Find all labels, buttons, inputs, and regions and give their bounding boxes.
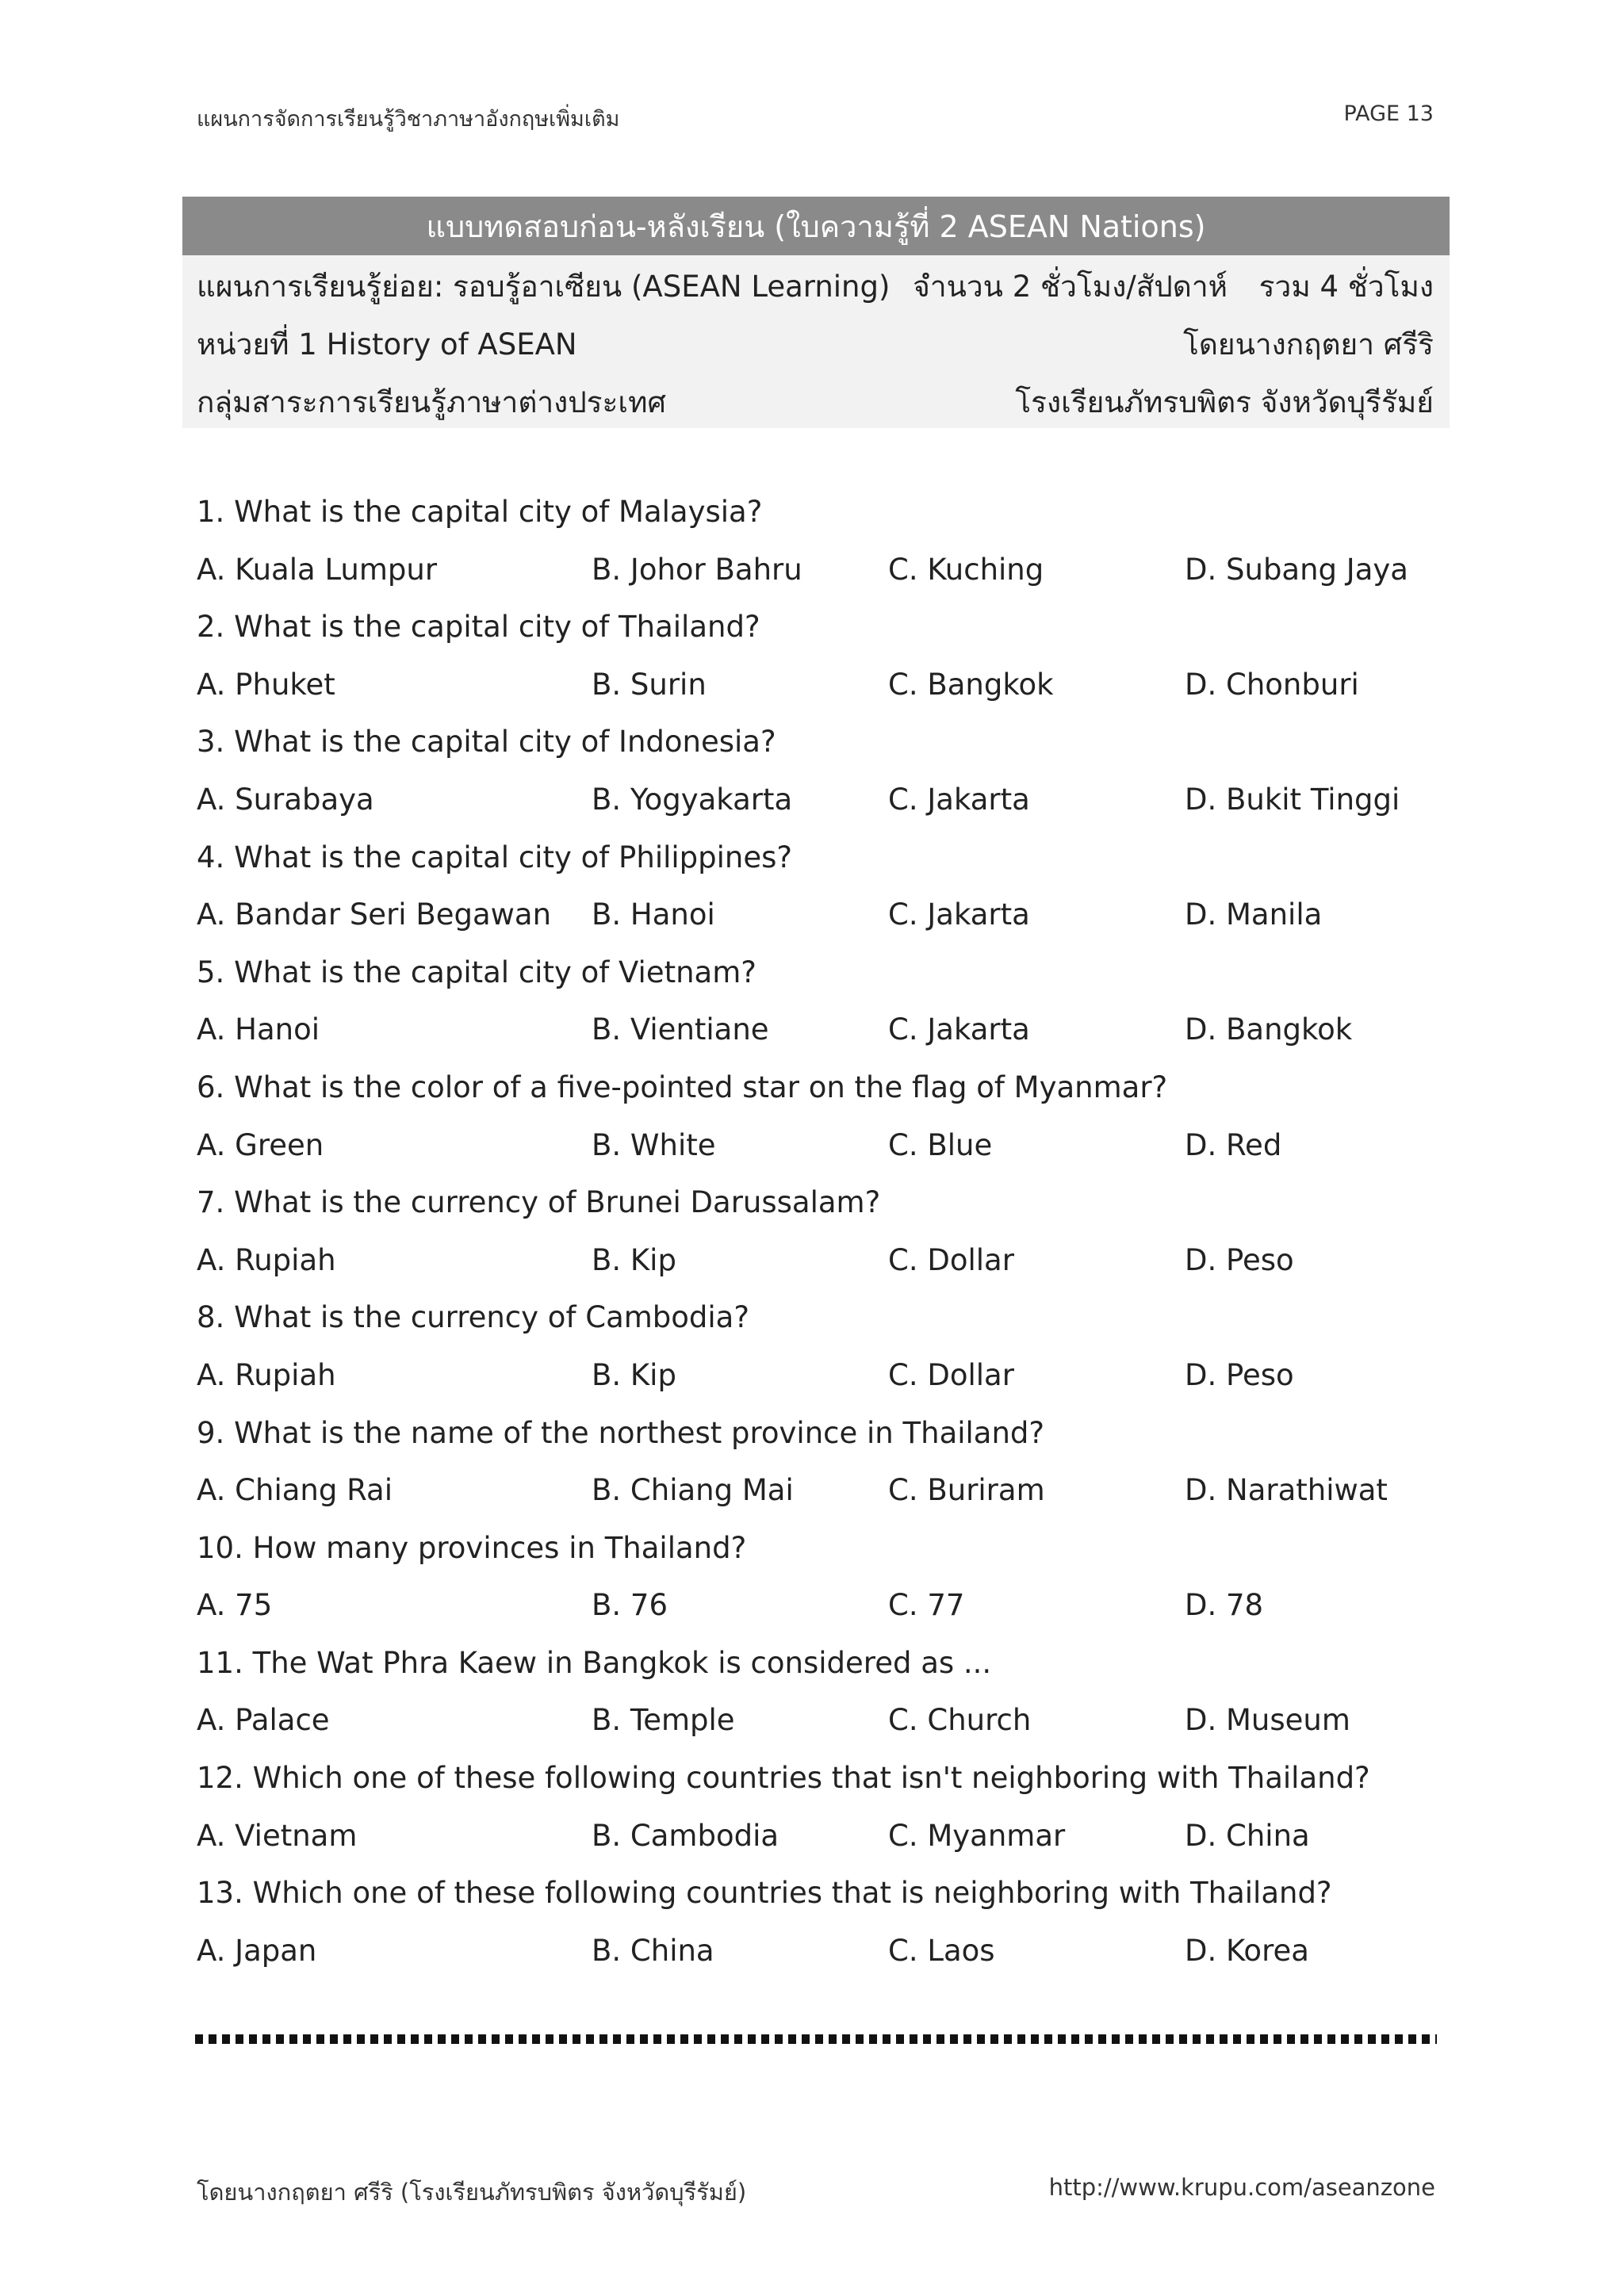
answer-option: D. Peso <box>1185 1357 1294 1392</box>
answer-option: A. Rupiah <box>197 1357 336 1392</box>
question-text: 12. Which one of these following countries that isn't neighboring with Thailand? <box>197 1761 1370 1796</box>
answer-option: A. Japan <box>197 1933 317 1968</box>
answer-option: A. Chiang Rai <box>197 1473 393 1508</box>
lesson-info-box <box>182 255 1450 428</box>
test-title-bar <box>182 197 1450 255</box>
answer-option: C. Blue <box>888 1127 993 1162</box>
answer-options-row <box>197 776 1434 834</box>
answer-option: D. Red <box>1185 1127 1282 1162</box>
footer-author: โดยนางกฤตยา ศรีริ (โรงเรียนภัทรบพิตร จังหวัดบุรีรัมย์) <box>197 2179 747 2206</box>
answer-option: C. Bangkok <box>888 667 1054 702</box>
question-text: 13. Which one of these following countries that is neighboring with Thailand? <box>197 1876 1332 1911</box>
test-title: แบบทดสอบก่อน-หลังเรียน (ใบความรู้ที่ 2 ASEAN Nations) <box>426 209 1206 244</box>
answer-options-row <box>197 1812 1434 1870</box>
answer-option: C. Jakarta <box>888 897 1030 932</box>
subject-group-label: กลุ่มสาระการเรียนรู้ภาษาต่างประเทศ <box>197 385 666 419</box>
answer-option: D. Museum <box>1185 1703 1350 1738</box>
answer-option: B. Chiang Mai <box>592 1473 794 1508</box>
footer-url[interactable]: http://www.krupu.com/aseanzone <box>1048 2174 1435 2201</box>
question-text: 1. What is the capital city of Malaysia? <box>197 495 763 529</box>
total-hours: รวม 4 ชั่วโมง <box>1258 270 1434 304</box>
answer-option: D. 78 <box>1185 1588 1264 1623</box>
answer-option: C. Kuching <box>888 552 1044 587</box>
answer-option: A. Hanoi <box>197 1012 320 1047</box>
answer-options-row <box>197 891 1434 949</box>
answer-option: B. 76 <box>592 1588 668 1623</box>
question-text: 3. What is the capital city of Indonesia? <box>197 725 776 760</box>
answer-options-row <box>197 1122 1434 1180</box>
question-text: 6. What is the color of a five-pointed star on the flag of Myanmar? <box>197 1070 1168 1104</box>
answer-option: C. 77 <box>888 1588 965 1623</box>
answer-option: B. Yogyakarta <box>592 782 793 817</box>
question-text: 7. What is the currency of Brunei Darussalam? <box>197 1185 881 1220</box>
info-row-group <box>197 371 1434 419</box>
answer-option: D. China <box>1185 1818 1310 1853</box>
answer-option: A. Surabaya <box>197 782 374 817</box>
answer-options-row <box>197 1237 1434 1295</box>
answer-option: B. White <box>592 1127 716 1162</box>
answer-option: A. Vietnam <box>197 1818 358 1853</box>
question-text: 10. How many provinces in Thailand? <box>197 1530 747 1565</box>
answer-option: A. Phuket <box>197 667 335 702</box>
answer-option: B. Kip <box>592 1242 676 1277</box>
answer-option: D. Peso <box>1185 1242 1294 1277</box>
answer-option: B. Kip <box>592 1357 676 1392</box>
answer-option: C. Jakarta <box>888 782 1030 817</box>
running-header <box>197 101 1434 133</box>
answer-option: B. Hanoi <box>592 897 715 932</box>
answer-option: D. Chonburi <box>1185 667 1359 702</box>
answer-option: B. Cambodia <box>592 1818 779 1853</box>
question-text: 8. What is the currency of Cambodia? <box>197 1300 749 1335</box>
info-row-plan <box>197 255 1434 303</box>
answer-option: D. Bukit Tinggi <box>1185 782 1400 817</box>
answer-options-row <box>197 1582 1434 1640</box>
answer-options-row <box>197 1927 1434 1985</box>
question-text: 11. The Wat Phra Kaew in Bangkok is considered as ... <box>197 1645 992 1680</box>
header-course-title: แผนการจัดการเรียนรู้วิชาภาษาอังกฤษเพิ่มเติม <box>197 107 620 132</box>
answer-options-row <box>197 1467 1434 1525</box>
question-text: 2. What is the capital city of Thailand? <box>197 610 760 645</box>
answer-option: D. Korea <box>1185 1933 1309 1968</box>
answer-options-row <box>197 546 1434 604</box>
answer-option: B. Surin <box>592 667 707 702</box>
answer-options-row <box>197 1697 1434 1755</box>
answer-option: C. Laos <box>888 1933 995 1968</box>
answer-option: C. Dollar <box>888 1242 1014 1277</box>
unit-label: หน่วยที่ 1 History of ASEAN <box>197 327 577 362</box>
answer-option: C. Buriram <box>888 1473 1045 1508</box>
quiz-questions <box>197 488 1434 1984</box>
answer-option: D. Manila <box>1185 897 1323 932</box>
answer-option: A. 75 <box>197 1588 273 1623</box>
question-text: 4. What is the capital city of Philippines? <box>197 840 793 874</box>
answer-option: C. Church <box>888 1703 1032 1738</box>
answer-option: D. Narathiwat <box>1185 1473 1388 1508</box>
answer-option: D. Bangkok <box>1185 1012 1353 1047</box>
question-text: 9. What is the name of the northest province in Thailand? <box>197 1415 1045 1450</box>
info-row-unit <box>197 313 1434 361</box>
answer-option: D. Subang Jaya <box>1185 552 1408 587</box>
answer-option: A. Bandar Seri Begawan <box>197 897 552 932</box>
sub-plan-label: แผนการเรียนรู้ย่อย: รอบรู้อาเซียน (ASEAN Learning) <box>197 270 891 304</box>
dotted-divider <box>195 2034 1437 2044</box>
answer-option: B. Temple <box>592 1703 735 1738</box>
hours-per-week: จำนวน 2 ชั่วโมง/สัปดาห์ <box>913 270 1228 304</box>
answer-option: C. Dollar <box>888 1357 1014 1392</box>
answer-option: C. Jakarta <box>888 1012 1030 1047</box>
answer-option: C. Myanmar <box>888 1818 1066 1853</box>
answer-options-row <box>197 1006 1434 1064</box>
answer-options-row <box>197 661 1434 719</box>
page-footer <box>197 2174 1435 2206</box>
answer-option: A. Green <box>197 1127 324 1162</box>
answer-option: B. Vientiane <box>592 1012 769 1047</box>
answer-option: B. Johor Bahru <box>592 552 802 587</box>
school-label: โรงเรียนภัทรบพิตร จังหวัดบุรีรัมย์ <box>1015 385 1434 419</box>
answer-option: B. China <box>592 1933 714 1968</box>
answer-option: A. Rupiah <box>197 1242 336 1277</box>
answer-option: A. Kuala Lumpur <box>197 552 438 587</box>
question-text: 5. What is the capital city of Vietnam? <box>197 955 756 989</box>
page-number: PAGE 13 <box>1343 101 1434 126</box>
answer-option: A. Palace <box>197 1703 330 1738</box>
author-label: โดยนางกฤตยา ศรีริ <box>1183 327 1434 362</box>
answer-options-row <box>197 1352 1434 1410</box>
